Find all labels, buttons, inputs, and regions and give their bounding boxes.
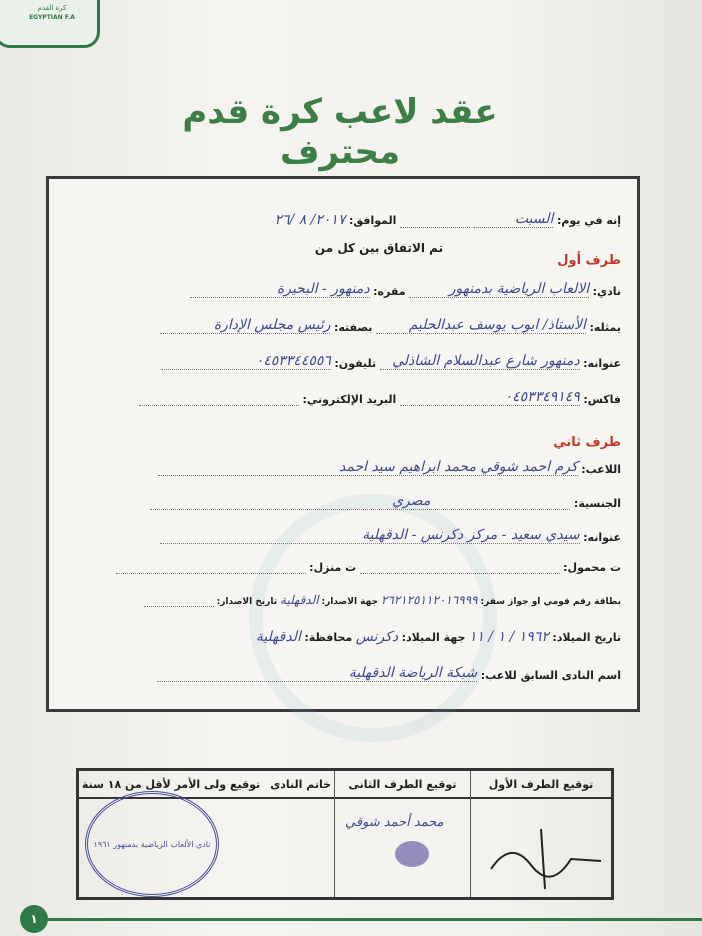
- party-one-signature-header: توقيع الطرف الأول: [471, 771, 611, 799]
- party-one-signature-mark: [471, 799, 611, 895]
- club-label: نادي:: [592, 285, 621, 298]
- nationality-label: الجنسية:: [573, 497, 621, 510]
- day-label: إنه في يوم:: [556, 214, 621, 227]
- governorate-value[interactable]: الدقهلية: [255, 629, 301, 645]
- email-label: البريد الإلكتروني:: [302, 393, 397, 406]
- day-row: [274, 211, 621, 228]
- guardian-stamp-header: [79, 771, 334, 799]
- capacity-value: رئيس مجلس الإدارة: [213, 317, 331, 333]
- day-value: السبت: [514, 211, 554, 227]
- party-one-address-value: دمنهور شارع عبدالسلام الشاذلي: [392, 353, 580, 369]
- guardian-signature-header: توقيع ولى الأمر لأقل من ١٨ سنة: [81, 777, 261, 791]
- representative-row: [160, 317, 621, 334]
- phones-row: [116, 561, 621, 574]
- logo-english-text: EGYPTIAN F.A: [29, 14, 75, 21]
- footer-rule: [48, 918, 702, 921]
- party-two-address-label: عنوانه:: [583, 531, 621, 544]
- club-stamp-text: نادي الألعاب الرياضية بدمنهور ١٩٦١: [93, 839, 211, 849]
- page-number: ١: [20, 905, 48, 933]
- party-one-address-row: [161, 353, 621, 370]
- party-two-address-value: سيدي سعيد - مركز دكرنس - الدقهلية: [362, 527, 580, 543]
- page-title: عقد لاعب كرة قدم محترف: [182, 92, 498, 172]
- fax-label: فاكس:: [583, 393, 621, 406]
- birth-date-label: تاريخ الميلاد:: [552, 631, 621, 644]
- club-value: الالعاب الرياضية بدمنهور: [448, 281, 590, 297]
- birth-place-label: جهة الميلاد:: [401, 631, 466, 644]
- phone-label: تليفون:: [334, 357, 377, 370]
- home-phone-field[interactable]: [116, 573, 306, 574]
- previous-club-value: شبكة الرياضة الدقهلية: [348, 665, 478, 681]
- party-one-heading-row: [557, 253, 621, 268]
- previous-club-row: [157, 665, 621, 682]
- contract-form: [46, 176, 640, 712]
- capacity-label: بصفته:: [333, 321, 373, 334]
- governorate-label: محافظة:: [304, 631, 353, 644]
- previous-club-label: اسم النادى السابق للاعب:: [480, 669, 621, 682]
- hq-label: مقره:: [373, 285, 406, 298]
- party-two-signature-header: توقيع الطرف الثانى: [335, 771, 470, 799]
- representative-value: الأستاذ/ ايوب يوسف عبدالحليم: [408, 317, 586, 333]
- representative-field[interactable]: [376, 317, 586, 334]
- nationality-row: [150, 493, 621, 510]
- party-one-heading: طرف أول: [557, 253, 621, 268]
- id-row: [144, 593, 621, 607]
- birth-row: [256, 629, 621, 645]
- party-two-heading-row: [553, 435, 621, 450]
- mobile-field[interactable]: [360, 573, 560, 574]
- phone-field[interactable]: [161, 353, 331, 370]
- agreement-note: تم الاتفاق بين كل من: [314, 241, 444, 255]
- signature-table: [76, 768, 614, 900]
- issuer-value[interactable]: الدقهلية: [280, 593, 319, 607]
- representative-label: يمثله:: [589, 321, 621, 334]
- party-two-signature: محمد أحمد شوقي: [345, 815, 444, 830]
- fingerprint-mark: [395, 841, 429, 867]
- party-two-signature-cell[interactable]: [334, 771, 470, 897]
- previous-club-field[interactable]: [157, 665, 477, 682]
- party-two-heading: طرف ثاني: [553, 435, 621, 450]
- id-label: بطاقة رقم قومي او جواز سفر:: [480, 597, 621, 607]
- fax-value: ٠٤٥٣٣٤٩١٤٩: [504, 389, 580, 405]
- player-field[interactable]: [158, 459, 578, 476]
- player-value: كرم احمد شوقي محمد ابراهيم سيد احمد: [339, 459, 578, 475]
- email-field[interactable]: [139, 405, 299, 406]
- issue-date-label: تاريخ الاصدار:: [216, 597, 278, 607]
- home-phone-label: ت منزل:: [309, 561, 357, 574]
- nationality-value: مصري: [392, 493, 431, 509]
- mobile-label: ت محمول:: [563, 561, 621, 574]
- club-stamp: [85, 791, 219, 897]
- club-row: [190, 281, 621, 298]
- party-two-address-row: [160, 527, 621, 544]
- party-two-address-field[interactable]: [160, 527, 580, 544]
- capacity-field[interactable]: [160, 317, 330, 334]
- birth-place-value[interactable]: دكرنس: [355, 629, 399, 645]
- fax-field[interactable]: [400, 389, 580, 406]
- club-field[interactable]: [409, 281, 589, 298]
- phone-value: ٠٤٥٣٣٤٤٥٥٦: [255, 353, 331, 369]
- guardian-stamp-cell[interactable]: [79, 771, 334, 897]
- association-logo: [0, 0, 100, 48]
- player-row: [158, 459, 621, 476]
- issuer-label: جهة الاصدار:: [321, 597, 379, 607]
- club-stamp-header: خاتم النادى: [270, 777, 332, 791]
- date-value[interactable]: ٢٠١٧/ ٨ /٢٦: [274, 212, 346, 228]
- hq-value: دمنهور - البحيرة: [276, 281, 370, 297]
- nationality-field[interactable]: [150, 493, 570, 510]
- party-one-address-label: عنوانه:: [583, 357, 621, 370]
- party-one-signature-cell[interactable]: [470, 771, 611, 897]
- party-one-address-field[interactable]: [380, 353, 580, 370]
- issue-date-field[interactable]: [144, 606, 214, 607]
- date-label: الموافق:: [348, 214, 397, 227]
- fax-row: [139, 389, 621, 406]
- birth-date-value[interactable]: ١٩٦٢ / ١ / ١١: [468, 629, 549, 645]
- hq-field[interactable]: [190, 281, 370, 298]
- id-value[interactable]: ٢٦٢١٢٥١١٢٠١٦٩٩٩: [380, 593, 478, 607]
- day-field[interactable]: [473, 211, 553, 228]
- logo-arabic-text: كرة القدم: [37, 4, 67, 12]
- player-label: اللاعب:: [581, 463, 621, 476]
